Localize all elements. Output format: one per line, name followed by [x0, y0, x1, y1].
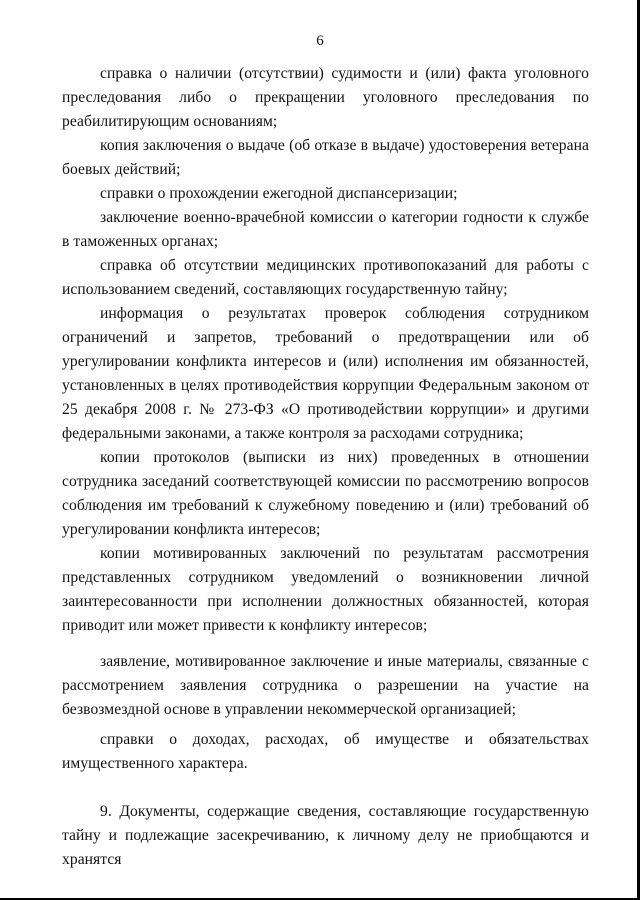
paragraph-medical-examination: справки о прохождении ежегодной диспансеризации;: [100, 185, 458, 202]
paragraph-commission-protocols: копии протоколов (выписки из них) проведенных в отношении сотрудника заседаний соответствующей комиссии по рассмотрению вопросов соблюдения им требований к служебному поведению и (или) требований об урегулировании конфликта интересов;: [62, 449, 589, 538]
paragraph-motivated-conclusions: копии мотивированных заключений по результатам рассмотрения представленных сотрудником уведомлений о возникновении личной заинтересованности при исполнении должностных обязанностей, которая приводит или может привести к конфликту интересов;: [62, 545, 589, 634]
paragraph-medical-contraindications: справка об отсутствии медицинских противопоказаний для работы с использованием сведений, составляющих государственную тайну;: [62, 257, 589, 298]
paragraph-item-9-classified-documents: 9. Документы, содержащие сведения, составляющие государственную тайну и подлежащие засекречиванию, к личному делу не приобщаются и хранятся: [62, 803, 589, 868]
paragraph-veteran-certificate: копия заключения о выдаче (об отказе в выдаче) удостоверения ветерана боевых действий;: [62, 137, 589, 178]
paragraph-anticorruption-checks: информация о результатах проверок соблюдения сотрудником ограничений и запретов, требований о предотвращении или об урегулировании конфликта интересов и (или) исполнения им обязанностей, установленных в целях противодействия коррупции Федеральным законом от 25 декабря 2008 г. № 273-ФЗ «О противодействии коррупции» и другими федеральными законами, а также контроля за расходами сотрудника;: [62, 305, 589, 442]
paragraph-nonprofit-participation: заявление, мотивированное заключение и иные материалы, связанные с рассмотрением заявления сотрудника о разрешении на участие на безвозмездной основе в управлении некоммерческой организацией;: [62, 653, 589, 718]
paragraph-military-medical-commission: заключение военно-врачебной комиссии о категории годности к службе в таможенных органах;: [62, 209, 589, 250]
paragraph-income-statements: справки о доходах, расходах, об имуществе и обязательствах имущественного характера.: [62, 731, 589, 772]
paragraph-criminal-record-certificate: справка о наличии (отсутствии) судимости и (или) факта уголовного преследования либо о прекращении уголовного преследования по реабилитирующим основаниям;: [62, 65, 589, 130]
page-number: 6: [316, 33, 324, 49]
